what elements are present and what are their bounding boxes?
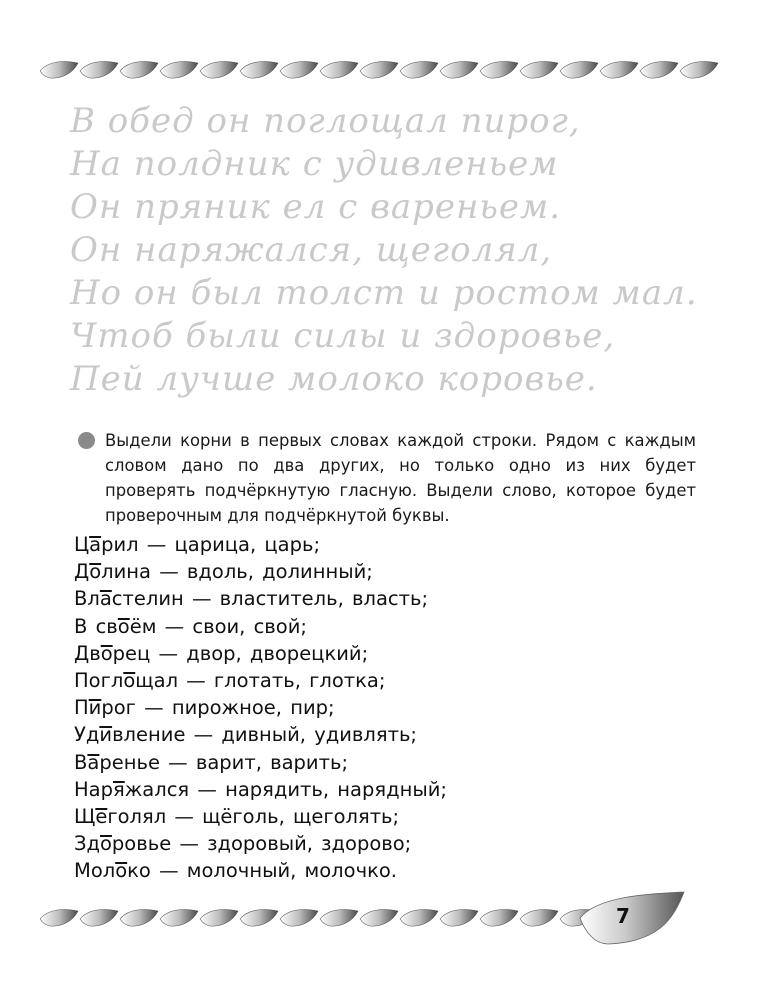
word-part: голял (107, 805, 167, 829)
leaf-icon (680, 62, 718, 79)
word-part: Щ (74, 805, 96, 829)
word-part: Вл (74, 587, 100, 611)
word-part: ровье (111, 832, 172, 856)
poem-line: Пей лучше молоко коровье. (70, 359, 598, 399)
word-part: — варит, варить; (159, 750, 349, 774)
underlined-vowel: я (113, 777, 125, 801)
bullet-icon (78, 432, 95, 449)
word-part: — щёголь, щеголять; (166, 805, 400, 829)
word-row (74, 585, 447, 612)
leaf-icon (240, 62, 278, 79)
poem-line: В обед он поглощал пирог, (70, 101, 581, 141)
underlined-vowel: а (87, 750, 100, 774)
word-row (74, 721, 447, 748)
leaf-icon (520, 62, 558, 79)
leaf-icon (578, 890, 688, 950)
task-instruction (78, 428, 696, 528)
poem-line: На полдник с удивленьем (70, 144, 559, 184)
word-part: рог (101, 696, 136, 720)
leaf-icon (400, 62, 438, 79)
word-part: лина (101, 560, 152, 584)
underlined-vowel: о (115, 859, 128, 883)
word-part: Уд (74, 723, 100, 747)
word-part: Д (74, 560, 90, 584)
poem-line: Чтоб были силы и здоровье, (70, 316, 616, 356)
leaf-icon (120, 62, 158, 79)
leaf-icon (280, 910, 318, 927)
word-row (74, 558, 447, 585)
leaf-icon (120, 910, 158, 927)
word-part: Нар (74, 777, 113, 801)
leaf-icon (80, 62, 118, 79)
word-part: рил (101, 533, 139, 556)
word-row (74, 694, 447, 721)
underlined-vowel: о (89, 560, 102, 584)
leaf-icon (400, 910, 438, 927)
leaf-icon (200, 910, 238, 927)
poem-line: Он пряник ел с вареньем. (70, 187, 562, 227)
leaf-icon (240, 910, 278, 927)
decorative-border-top (40, 55, 720, 85)
task-text: Выдели корни в первых словах каждой строки. Рядом с каждым словом дано по два других, но только одно из них будет проверять подчёркнутую гласную. Выдели слово, которое будет проверочным для подчёркнутой буквы. (105, 431, 696, 525)
leaf-icon (480, 62, 518, 79)
leaf-icon (480, 910, 518, 927)
word-part: — дивный, удивлять; (185, 723, 418, 747)
underlined-vowel: о (99, 832, 112, 856)
word-part: Мол (74, 859, 116, 883)
word-part: В (74, 750, 88, 774)
word-row (74, 857, 447, 884)
word-part: ко (127, 859, 151, 883)
word-part: ём (129, 614, 157, 638)
word-part: — двор, дворецкий; (150, 641, 369, 665)
word-part: — нарядить, нарядный; (189, 777, 447, 801)
word-part: Погл (74, 669, 124, 693)
word-row (74, 803, 447, 830)
leaf-icon (280, 62, 318, 79)
word-row (74, 667, 447, 694)
word-row (74, 749, 447, 776)
underlined-vowel: о (100, 641, 113, 665)
leaf-icon (600, 62, 638, 79)
underlined-vowel: а (89, 533, 102, 556)
word-part: стелин (111, 587, 184, 611)
word-part: Зд (74, 832, 100, 856)
underlined-vowel: и (88, 696, 102, 720)
underlined-vowel: о (117, 614, 130, 638)
word-part: жался (124, 777, 190, 801)
word-part: В св (74, 614, 118, 638)
leaf-icon (40, 62, 78, 79)
word-part: — свои, свой; (156, 614, 307, 638)
word-part: — глотать, глотка; (178, 669, 386, 693)
leaf-icon (80, 910, 118, 927)
word-part: щал (135, 669, 179, 693)
decorative-border-bottom (40, 903, 600, 933)
poem-line: Он наряжался, щеголял, (70, 230, 553, 270)
word-part: — вдоль, долинный; (151, 560, 373, 584)
word-row (74, 613, 447, 640)
leaf-icon (440, 62, 478, 79)
leaf-icon (160, 62, 198, 79)
underlined-vowel: и (99, 723, 113, 747)
word-part: П (74, 696, 89, 720)
underlined-vowel: е (95, 805, 108, 829)
leaf-icon (200, 62, 238, 79)
word-part: — властитель, власть; (183, 587, 429, 611)
word-row (74, 776, 447, 803)
word-row (74, 640, 447, 667)
leaf-icon (40, 910, 78, 927)
underlined-vowel: а (99, 587, 112, 611)
word-part: — пирожное, пир; (135, 696, 335, 720)
page-number: 7 (616, 904, 630, 928)
leaf-icon (160, 910, 198, 927)
leaf-icon (560, 62, 598, 79)
word-part: ренье (99, 750, 160, 774)
poem-line: Но он был толст и ростом мал. (70, 273, 698, 313)
leaf-icon (360, 62, 398, 79)
leaf-icon (640, 62, 678, 79)
word-row (74, 830, 447, 857)
cursive-poem (70, 100, 710, 401)
leaf-icon (440, 910, 478, 927)
word-part: — молочный, молочко. (150, 859, 398, 883)
word-part: Ц (74, 533, 90, 556)
word-part: — царица, царь; (138, 533, 321, 556)
leaf-icon (320, 62, 358, 79)
word-part: рец (112, 641, 151, 665)
word-part: Дв (74, 641, 101, 665)
word-part: вление (112, 723, 186, 747)
word-part: — здоровый, здорово; (171, 832, 412, 856)
word-list (74, 531, 447, 885)
underlined-vowel: о (123, 669, 136, 693)
leaf-icon (520, 910, 558, 927)
word-row (74, 531, 447, 558)
leaf-icon (360, 910, 398, 927)
leaf-icon (320, 910, 358, 927)
page-number-leaf (578, 890, 688, 950)
